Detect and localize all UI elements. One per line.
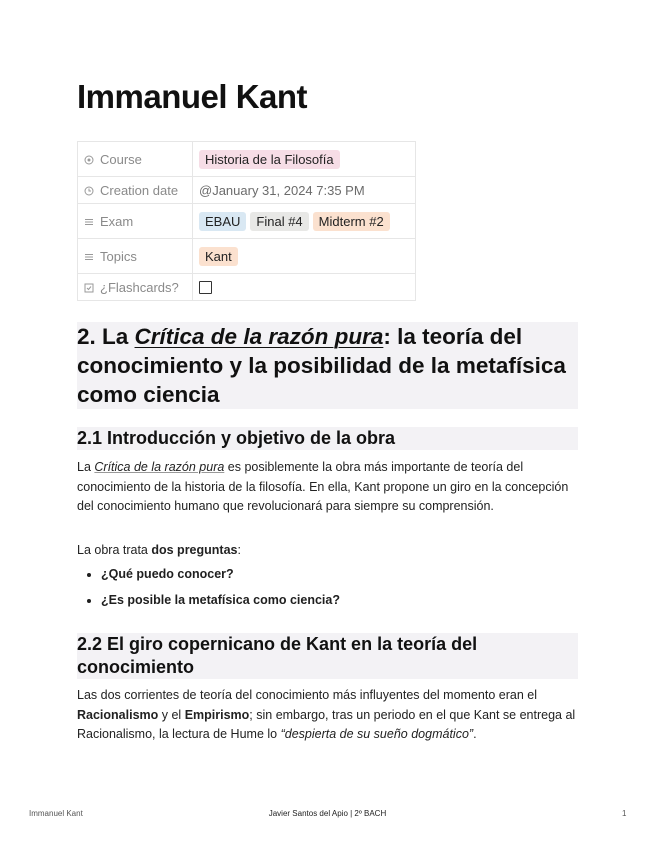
property-course <box>78 142 416 177</box>
topics-label: Topics <box>100 248 137 264</box>
italic-run: “despierta de su sueño dogmático” <box>280 727 474 741</box>
paragraph-copernican <box>77 686 578 745</box>
property-exam <box>78 204 416 239</box>
paragraph-intro <box>77 458 578 517</box>
creation-date-label: Creation date <box>100 182 179 198</box>
property-value[interactable] <box>193 142 416 177</box>
property-key <box>78 142 193 177</box>
page-title: Immanuel Kant <box>77 78 308 115</box>
heading-rest: : la teoría del conocimiento y la posibilidad de la metafísica como ciencia <box>77 324 566 407</box>
list-item: • ¿Es posible la metafísica como ciencia? <box>101 593 340 608</box>
text-run: : <box>237 543 241 557</box>
exam-tag[interactable]: Final #4 <box>250 212 308 231</box>
text-run: y el <box>158 707 185 722</box>
section-heading-2-2: 2.2 El giro copernicano de Kant en la teoría del conocimiento <box>77 633 578 679</box>
text-run: La obra trata <box>77 543 152 557</box>
list-item: • ¿Qué puedo conocer? <box>101 567 340 582</box>
heading-work-title: Crítica de la razón pura <box>134 324 384 349</box>
text-run: ; sin embargo, tras un periodo en el que Kant se entrega al Racionalismo, la lectura de Hume lo <box>77 707 576 741</box>
property-value[interactable] <box>193 239 416 274</box>
property-key <box>78 274 193 301</box>
property-key <box>78 177 193 204</box>
bold-run: Racionalismo <box>77 707 159 722</box>
text-run: La <box>77 460 95 474</box>
target-icon <box>84 155 94 165</box>
text-run: . <box>473 727 477 741</box>
footer-left: Immanuel Kant <box>29 809 83 818</box>
flashcards-label: ¿Flashcards? <box>100 279 179 295</box>
property-value[interactable] <box>193 274 416 301</box>
section-heading-2-1: 2.1 Introducción y objetivo de la obra <box>77 427 578 450</box>
property-value[interactable] <box>193 204 416 239</box>
property-creation-date <box>78 177 416 204</box>
paragraph-questions-intro <box>77 541 578 561</box>
course-label: Course <box>100 151 142 167</box>
text-run: es posiblemente la obra más importante de teoría del conocimiento de la historia de la filosofía. En ella, Kant propone un giro en la concepción del conocimiento humano que revolucionará para siempre su comprensión. <box>77 460 569 513</box>
text-run: Las dos corrientes de teoría del conocimiento más influyentes del momento eran el <box>77 688 537 702</box>
exam-tag[interactable]: Midterm #2 <box>313 212 390 231</box>
properties-table <box>77 141 416 301</box>
property-value <box>193 177 416 204</box>
flashcards-checkbox[interactable] <box>199 281 212 294</box>
exam-label: Exam <box>100 213 134 229</box>
heading-number: 2. La <box>77 324 135 349</box>
property-key <box>78 239 193 274</box>
work-title-link[interactable]: Crítica de la razón pura <box>94 460 225 474</box>
property-key <box>78 204 193 239</box>
property-topics <box>78 239 416 274</box>
bold-run: Empirismo <box>184 707 250 722</box>
clock-icon <box>84 186 94 196</box>
exam-tag[interactable]: EBAU <box>199 212 246 231</box>
list-icon <box>84 252 94 262</box>
topic-tag[interactable]: Kant <box>199 247 238 266</box>
questions-list <box>77 567 340 619</box>
list-icon <box>84 217 94 227</box>
bold-run: dos preguntas <box>151 543 238 557</box>
creation-date-value: @January 31, 2024 7:35 PM <box>199 182 365 198</box>
course-tag[interactable]: Historia de la Filosofía <box>199 150 340 169</box>
page-number: 1 <box>622 809 627 818</box>
property-flashcards <box>78 274 416 301</box>
checkbox-icon <box>84 283 94 293</box>
section-heading-2 <box>77 322 578 409</box>
footer-center: Javier Santos del Apio | 2º BACH <box>268 809 387 818</box>
